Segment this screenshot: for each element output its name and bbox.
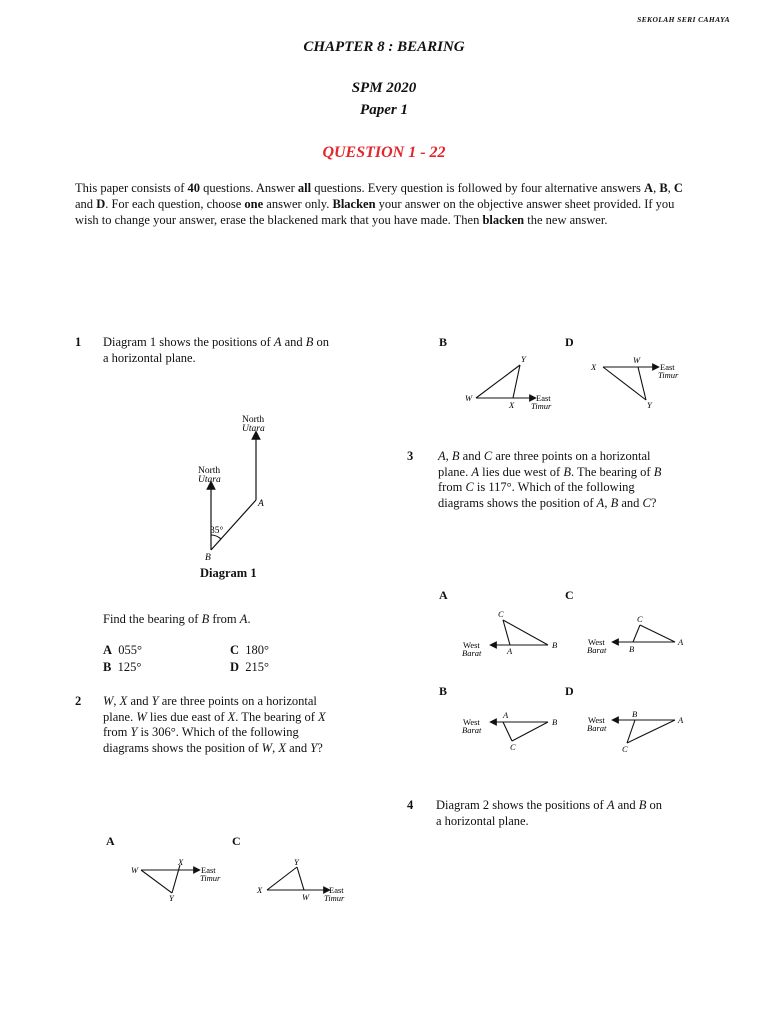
north-label-top: North bbox=[242, 415, 265, 425]
paper-title: Paper 1 bbox=[360, 102, 408, 118]
svg-text:A: A bbox=[507, 646, 513, 656]
svg-text:W: W bbox=[302, 892, 310, 902]
svg-text:A: A bbox=[678, 637, 684, 647]
q2-diagram-a bbox=[125, 855, 235, 905]
question-number: 4 bbox=[407, 798, 414, 812]
svg-text:W: W bbox=[633, 355, 641, 365]
svg-text:W: W bbox=[131, 865, 139, 875]
diagram-1 bbox=[190, 405, 300, 570]
svg-text:W: W bbox=[465, 393, 473, 403]
option-label-c[interactable]: C bbox=[232, 834, 241, 848]
q3-diagram-b bbox=[458, 705, 568, 760]
svg-text:West: West bbox=[588, 715, 605, 725]
school-name: SEKOLAH SERI CAHAYA bbox=[637, 15, 730, 24]
svg-text:B: B bbox=[629, 644, 635, 654]
svg-text:Barat: Barat bbox=[462, 725, 482, 735]
option-label-d[interactable]: D bbox=[565, 684, 574, 698]
svg-text:Timur: Timur bbox=[531, 401, 552, 411]
utara-label-top: Utara bbox=[242, 424, 265, 434]
q2-diagram-d bbox=[588, 350, 708, 415]
svg-text:Barat: Barat bbox=[587, 723, 607, 733]
svg-text:X: X bbox=[591, 362, 597, 372]
answer-option-d[interactable]: D 215° bbox=[230, 660, 270, 674]
svg-text:East: East bbox=[660, 362, 675, 372]
question-prompt: Find the bearing of B from A. bbox=[103, 612, 251, 626]
question-number: 1 bbox=[75, 335, 82, 349]
question-text: Diagram 1 shows the positions of A and B on a horizontal plane. bbox=[103, 335, 330, 365]
point-a-label: A bbox=[258, 499, 264, 509]
q3-diagram-c bbox=[585, 605, 705, 665]
svg-text:East: East bbox=[536, 393, 551, 403]
svg-text:Y: Y bbox=[169, 893, 174, 903]
svg-text:X: X bbox=[257, 885, 263, 895]
question-text: Diagram 2 shows the positions of A and B on a horizontal plane. bbox=[436, 798, 663, 828]
answer-option-a[interactable]: A 055° bbox=[103, 643, 143, 657]
svg-text:X: X bbox=[178, 857, 184, 867]
svg-text:West: West bbox=[463, 717, 480, 727]
svg-text:Timur: Timur bbox=[658, 370, 679, 380]
angle-label: 35° bbox=[210, 526, 224, 536]
svg-text:Y: Y bbox=[294, 857, 299, 867]
svg-text:C: C bbox=[498, 609, 504, 619]
utara-label-left: Utara bbox=[198, 475, 221, 485]
q2-diagram-b bbox=[458, 350, 568, 415]
question-number: 2 bbox=[75, 694, 82, 708]
q2-diagram-c bbox=[255, 855, 365, 905]
option-label-b[interactable]: B bbox=[439, 335, 448, 349]
svg-text:C: C bbox=[510, 742, 516, 752]
question-range: QUESTION 1 - 22 bbox=[322, 144, 446, 161]
question-number: 3 bbox=[407, 449, 414, 463]
option-label-d[interactable]: D bbox=[565, 335, 574, 349]
option-label-a[interactable]: A bbox=[439, 588, 448, 602]
svg-text:C: C bbox=[622, 744, 628, 754]
svg-text:Barat: Barat bbox=[587, 645, 607, 655]
diagram-caption: Diagram 1 bbox=[200, 566, 257, 580]
svg-text:Barat: Barat bbox=[462, 648, 482, 658]
north-label-left: North bbox=[198, 466, 221, 476]
svg-text:A: A bbox=[678, 715, 684, 725]
svg-text:Timur: Timur bbox=[324, 893, 345, 903]
svg-text:B: B bbox=[552, 640, 558, 650]
chapter-title: CHAPTER 8 : BEARING bbox=[303, 39, 465, 55]
svg-text:West: West bbox=[463, 640, 480, 650]
question-text: A, B and C are three points on a horizontal plane. A lies due west of B. The bearing of B from C is 117°. Which of the following diagrams shows the position of A, B and C? bbox=[438, 449, 662, 510]
point-b-label: B bbox=[205, 553, 211, 563]
svg-text:B: B bbox=[632, 709, 638, 719]
svg-text:X: X bbox=[509, 400, 515, 410]
answer-option-c[interactable]: C 180° bbox=[230, 643, 270, 657]
svg-text:A: A bbox=[503, 710, 509, 720]
exam-title: SPM 2020 bbox=[351, 80, 417, 96]
option-label-b[interactable]: B bbox=[439, 684, 448, 698]
option-label-a[interactable]: A bbox=[106, 834, 115, 848]
svg-text:East: East bbox=[329, 885, 344, 895]
svg-text:Y: Y bbox=[647, 400, 652, 410]
question-text: W, X and Y are three points on a horizontal plane. W lies due east of X. The bearing of X from Y is 306°. Which of the following diagrams shows the position of W, X and Y? bbox=[103, 694, 326, 755]
answer-option-b[interactable]: B 125° bbox=[103, 660, 142, 674]
svg-text:C: C bbox=[637, 614, 643, 624]
option-label-c[interactable]: C bbox=[565, 588, 574, 602]
q3-diagram-a bbox=[458, 605, 568, 665]
svg-text:Y: Y bbox=[521, 354, 526, 364]
svg-text:B: B bbox=[552, 717, 558, 727]
svg-text:East: East bbox=[201, 865, 216, 875]
instructions: This paper consists of 40 questions. Answer all questions. Every question is followed by four alternative answers A, B, C and D. For each question, choose one answer only. Blacken your answer on the objective answer sheet provided. If you wish to change your answer, erase the blackened mark that you have made. Then blacken the new answer. bbox=[75, 181, 683, 227]
svg-text:Timur: Timur bbox=[200, 873, 221, 883]
svg-text:West: West bbox=[588, 637, 605, 647]
q3-diagram-d bbox=[585, 705, 705, 760]
